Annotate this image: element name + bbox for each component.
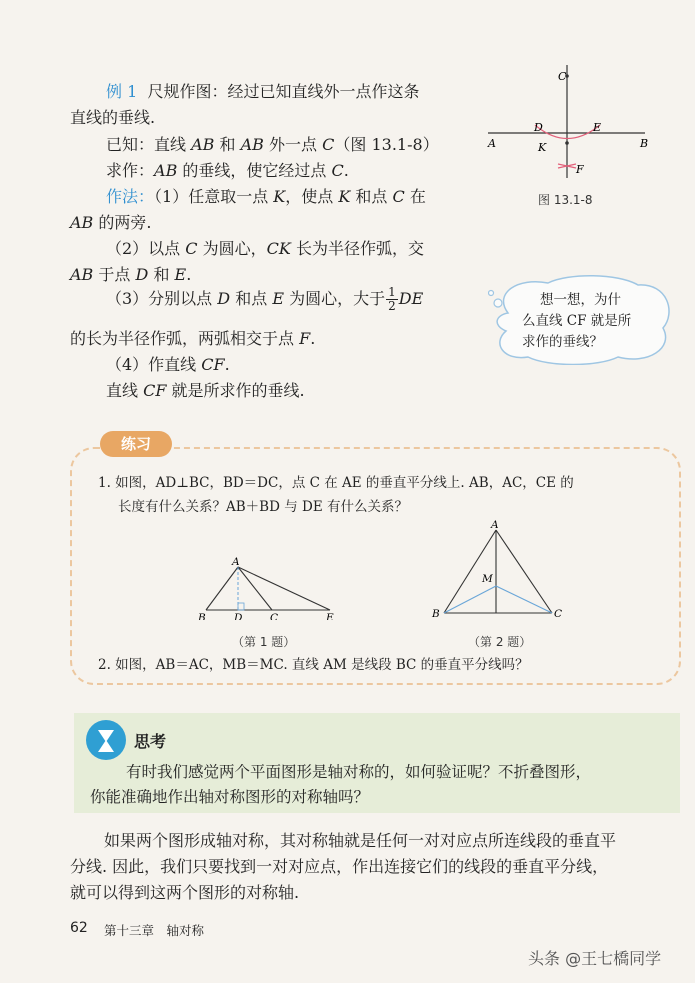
example-label: 例 1 [106,82,138,101]
fig2-label-b: B [432,608,440,620]
fig1-label-c: C [270,612,279,620]
step1-line2: AB 的两旁. [70,213,152,232]
fig-label-b: B [640,137,649,150]
practice-q1-line1: 1. 如图，AD⊥BC，BD＝DC，点 C 在 AE 的垂直平分线上. AB，AC，CE 的 [98,475,574,491]
fig1-caption: （第 1 题） [232,635,296,649]
step4-line: （4）作直线 CF. [106,355,230,374]
conclusion-line: 直线 CF 就是所求作的垂线. [106,381,305,400]
think-line1: 有时我们感觉两个平面图形是轴对称的，如何验证呢？不折叠图形， [126,763,592,781]
example-title-line2: 直线的垂线. [70,108,156,127]
fig2-label-a: A [491,519,499,531]
step1-line: 作法：（1）任意取一点 K，使点 K 和点 C 在 [106,187,426,206]
practice-figure-1 [190,555,350,620]
fig2-caption: （第 2 题） [468,635,532,649]
step2-line2: AB 于点 D 和 E. [70,265,192,284]
construct-line: 求作：AB 的垂线，使它经过点 C. [106,161,349,180]
watermark: 头条 @王七橋同学 [528,949,662,968]
fig-label-k: K [538,141,547,154]
step3-line: （3）分别以点 D 和点 E 为圆心，大于 $\frac{1}{2}$ DE [106,285,424,313]
paragraph-line3: 就可以得到这两个图形的对称轴. [70,883,300,902]
fig-label-f: F [576,163,584,176]
example-title-line1: 例 1 尺规作图：经过已知直线外一点作这条 [106,82,420,101]
paragraph-line2: 分线. 因此，我们只要找到一对对应点，作出连接它们的线段的垂直平分线， [70,857,609,876]
practice-figure-2 [430,518,570,623]
fig-label-e: E [593,121,602,134]
chapter-title: 第十三章 轴对称 [104,923,205,938]
figure-13-1-8 [480,60,665,185]
fig2-label-c: C [554,608,563,620]
page-number: 62 [70,920,88,936]
practice-q2: 2. 如图，AB＝AC，MB＝MC. 直线 AM 是线段 BC 的垂直平分线吗？ [98,657,529,673]
fig2-label-m: M [482,573,493,585]
step2-line: （2）以点 C 为圆心，CK 长为半径作弧，交 [106,239,424,258]
paragraph-line1: 如果两个图形成轴对称，其对称轴就是任何一对对应点所连线段的垂直平 [104,831,617,850]
bubble-text: 想一想，为什 么直线 CF 就是所 求作的垂线？ [522,292,632,350]
fig-label-d: D [534,121,543,134]
fig1-label-e: E [326,612,334,620]
fig1-label-d: D [234,612,243,620]
practice-tag: 练习 [100,431,172,457]
given-line: 已知：直线 AB 和 AB 外一点 C（图 13.1-8） [106,135,439,154]
step3-line2: 的长为半径作弧，两弧相交于点 F. [70,329,316,348]
practice-q1-line2: 长度有什么关系？AB＋BD 与 DE 有什么关系？ [118,499,408,515]
fig-label-a: A [488,137,496,150]
fig1-label-a: A [232,556,240,568]
think-title: 思考 [134,732,167,751]
fraction-one-half: $\frac{1}{2}$ [388,285,396,313]
figure-caption: 图 13.1-8 [538,193,593,207]
fig1-label-b: B [198,612,206,620]
fig-label-c: C [558,70,567,83]
think-icon [86,720,126,760]
think-line2: 你能准确地作出轴对称图形的对称轴吗？ [90,788,370,806]
